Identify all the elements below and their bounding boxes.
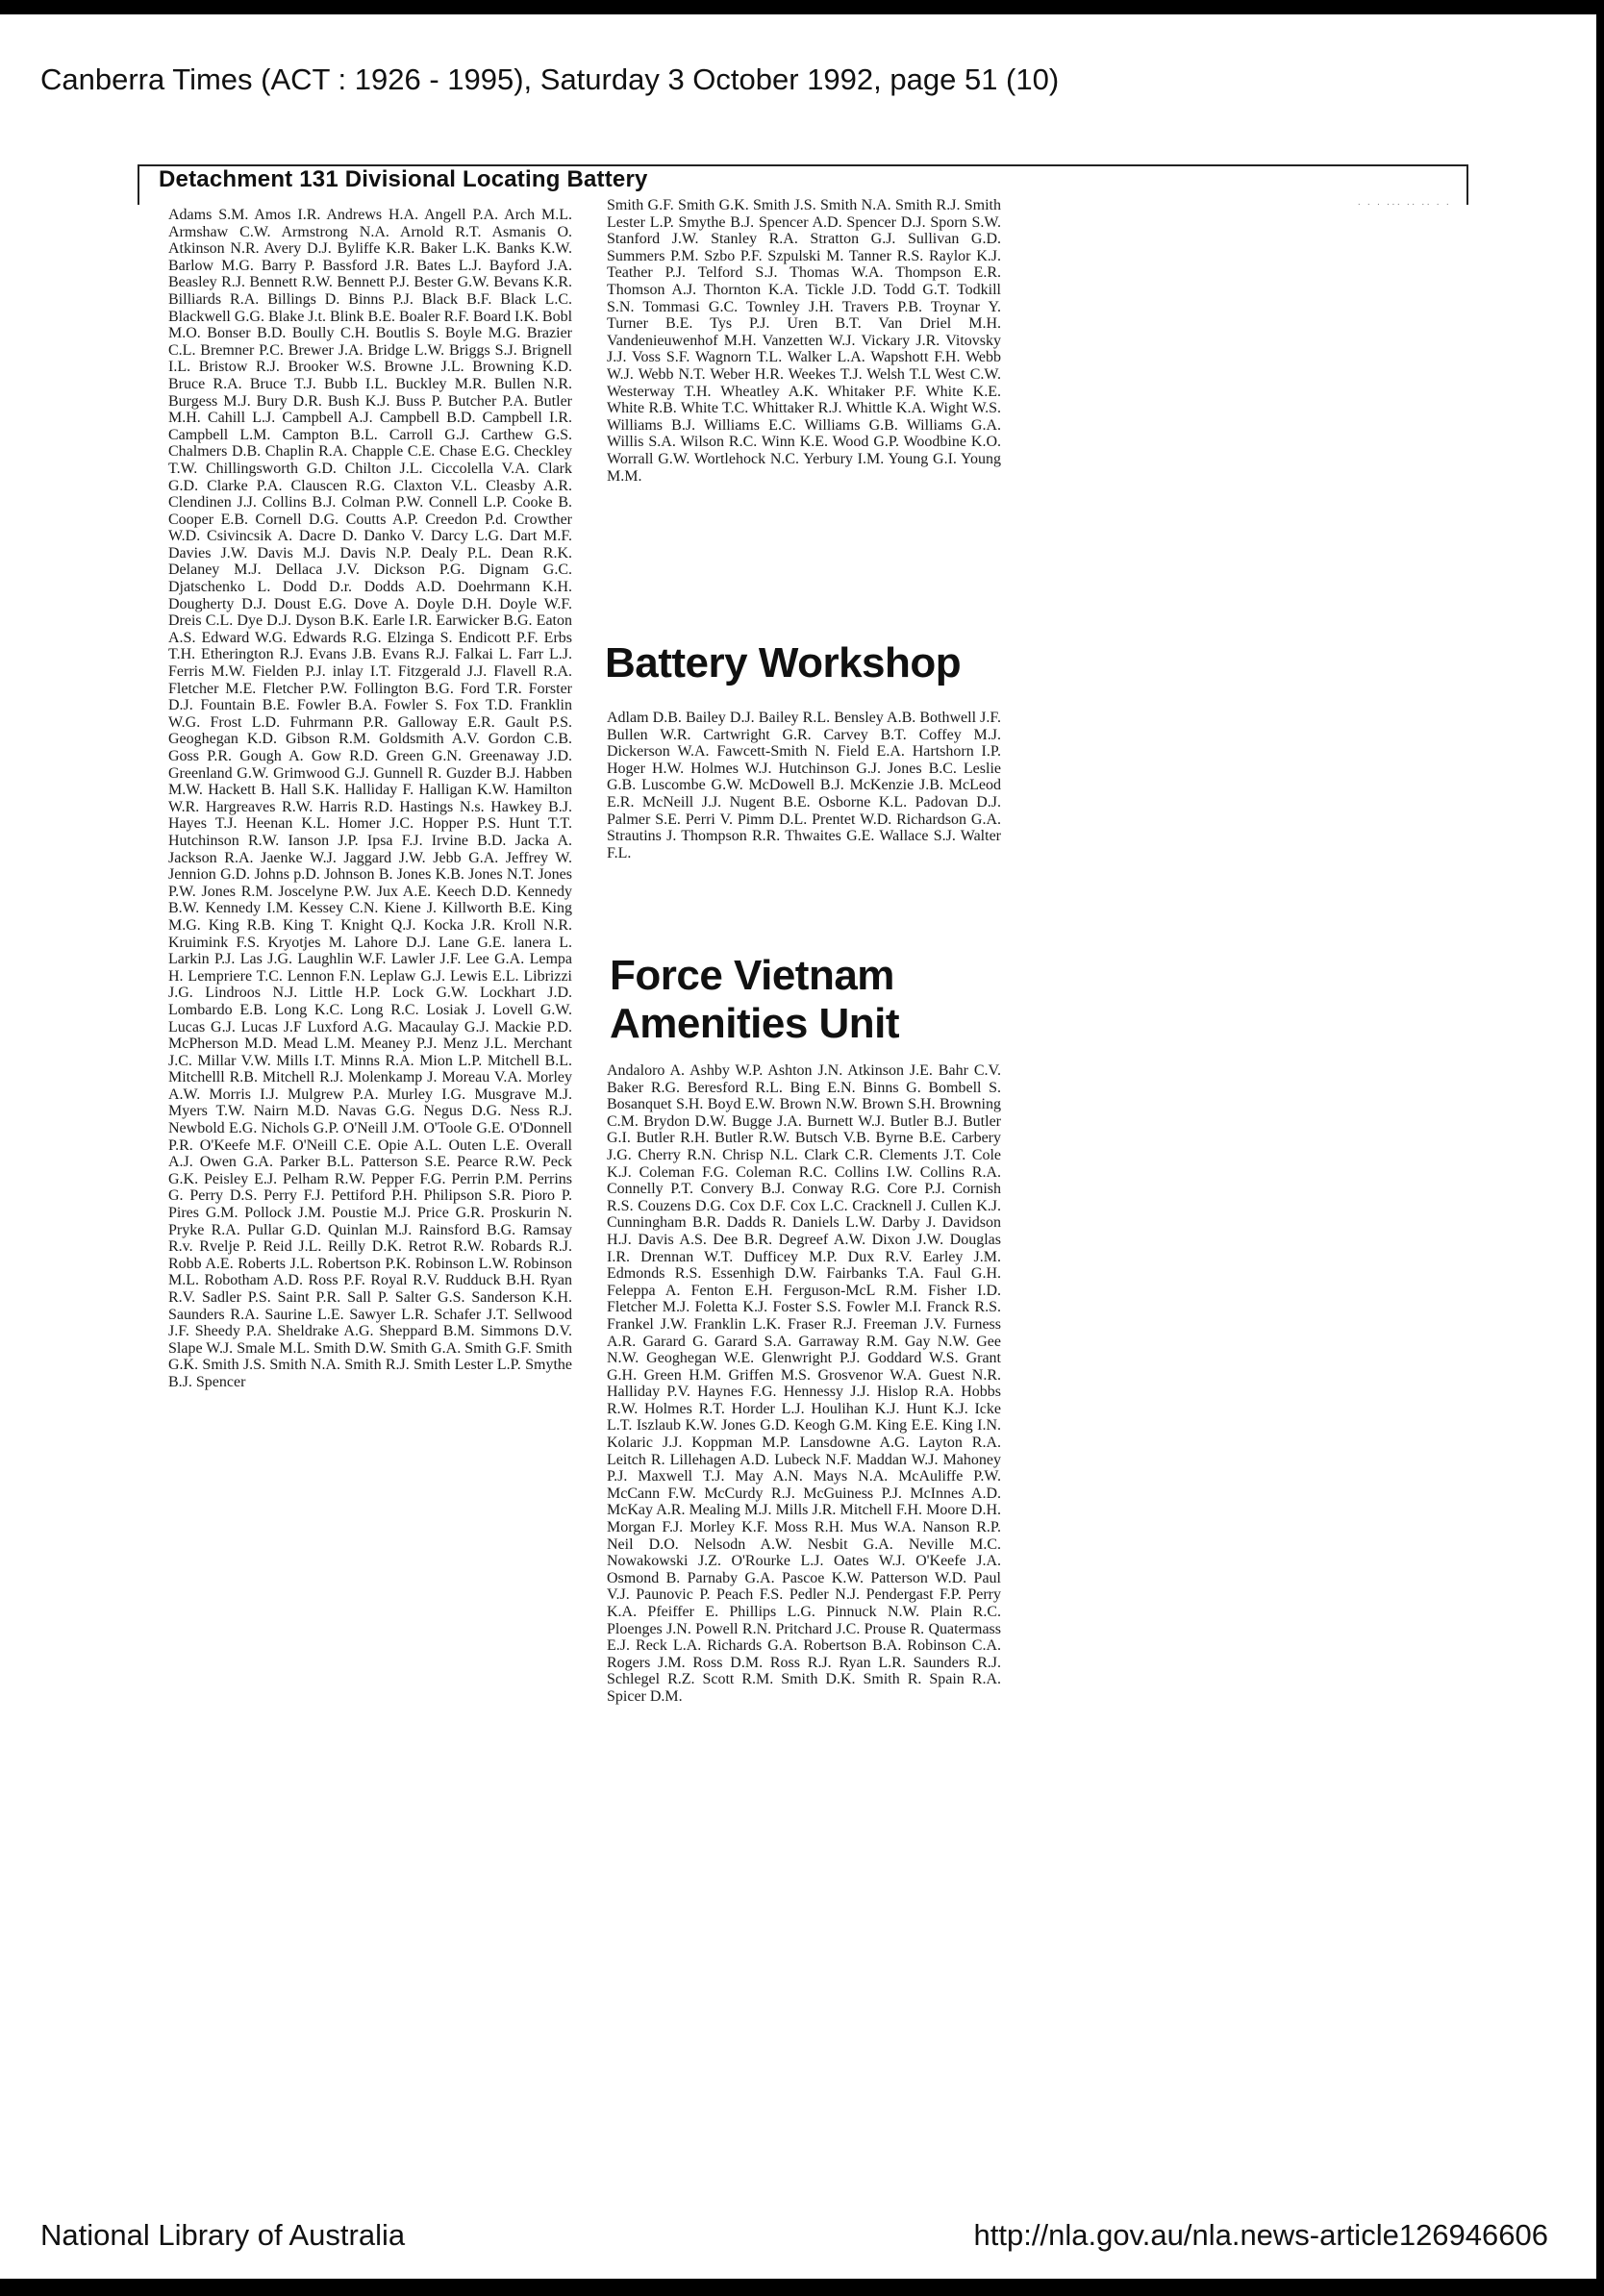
names-column-1: Adams S.M. Amos I.R. Andrews H.A. Angell P.A. Arch M.L. Armshaw C.W. Armstrong N.A. Arnold R.T. Asmanis O. Atkinson N.R. Avery D.J. Byliffe K.R. Baker L.K. Banks K.W. Barlow M.G. Barry P. Bassford J.R. Bates L.J. Bayford J.A. Beasley R.J. Bennett R.W. Bennett P.J. Bester G.W. Bevans K.R. Billiards R.A. Billings D. Binns P.J. Black B.F. Black L.C. Blackwell G.G. Blake J.t. Blink B.E. Boaler R.F. Board I.K. Bobl M.O. Bonser B.D. Boully C.H. Boutlis S. Boyle M.G. Brazier C.L. Bremner P.C. Brewer J.A. Bridge L.W. Briggs S.J. Brignell I.L. Bristow R.J. Brooker W.S. Browne J.L. Browning K.D. Bruce R.A. Bruce T.J. Bubb I.L. Buckley M.R. Bullen N.R. Burgess M.J. Bury D.R. Bush K.J. Buss P. Butcher P.A. Butler M.H. Cahill L.J. Campbell A.J. Campbell B.D. Campbell I.R. Campbell L.M. Campton B.L. Carroll G.J. Carthew G.S. Chalmers D.B. Chaplin R.A. Chapple C.E. Chase E.G. Checkley T.W. Chillingsworth G.D. Chilton J.L. Ciccolella V.A. Clark G.D. Clarke P.A. Clauscen R.G. Claxton V.L. Cleasby A.R. Clendinen J.J. Collins B.J. Colman P.W. Connell L.P. Cooke B. Cooper E.B. Cornell D.G. Coutts A.P. Creedon P.d. Crowther W.D. Csivincsik A. Dacre D. Danko V. Darcy L.G. Dart M.F. Davies J.W. Davis M.J. Davis N.P. Dealy P.L. Dean R.K. Delaney M.J. Dellaca J.V. Dickson P.G. Dignam G.C. Djatschenko L. Dodd D.r. Dodds A.D. Doehrmann K.H. Dougherty D.J. Doust E.G. Dove A. Doyle D.H. Doyle W.F. Dreis C.L. Dye D.J. Dyson B.K. Earle I.R. Earwicker B.G. Eaton A.S. Edward W.G. Edwards R.G. Elzinga S. Endicott P.F. Erbs T.H. Etherington R.J. Evans J.B. Evans R.J. Falkai L. Farr L.J. Ferris M.W. Fielden P.J. inlay I.T. Fitzgerald J.J. Flavell R.A. Fletcher M.E. Fletcher P.W. Follington B.G. Ford T.R. Forster D.J. Fountain B.E. Fowler B.A. Fowler S. Fox T.D. Franklin W.G. Frost L.D. Fuhrmann P.R. Galloway E.R. Gault P.S. Geoghegan K.D. Gibson R.M. Goldsmith A.V. Gordon C.B. Goss P.R. Gough A. Gow R.D. Green G.N. Greenaway J.D. Greenland G.W. Grimwood G.J. Gunnell R. Guzder B.J. Habben M.W. Hackett B. Hall S.K. Halliday F. Halligan K.W. Hamilton W.R. Hargreaves R.W. Harris R.D. Hastings N.s. Hawkey B.J. Hayes T.J. Heenan K.L. Homer J.C. Hopper P.S. Hunt T.T. Hutchinson R.W. Ianson J.P. Ipsa F.J. Irvine B.D. Jacka A. Jackson R.A. Jaenke W.J. Jaggard J.W. Jebb G.A. Jeffrey W. Jennion G.D. Johns p.D. Johnson B. Jones K.B. Jones N.T. Jones P.W. Jones R.M. Joscelyne P.W. Jux A.E. Keech D.D. Kennedy B.W. Kennedy I.M. Kessey C.N. Kiene J. Killworth B.E. King M.G. King R.B. King T. Knight Q.J. Kocka J.R. Kroll N.R. Kruimink F.S. Kryotjes M. Lahore D.J. Lane G.E. lanera L. Larkin P.J. Las J.G. Laughlin W.F. Lawler J.F. Lee G.A. Lempa H. Lempriere T.C. Lennon F.N. Leplaw G.J. Lewis E.L. Librizzi J.G. Lindroos N.J. Little H.P. Lock G.W. Lockhart J.D. Lombardo E.B. Long K.C. Long R.C. Losiak J. Lovell G.W. Lucas G.J. Lucas J.F Luxford A.G. Macaulay G.J. Mackie P.D. McPherson M.D. Mead L.M. Meaney P.J. Menz J.L. Merchant J.C. Millar V.W. Mills I.T. Minns R.A. Mion L.P. Mitchell B.L. Mitchelll R.B. Mitchell R.J. Molenkamp J. Moreau V.A. Morley A.W. Morris I.J. Mulgrew P.A. Murley I.G. Musgrave M.J. Myers T.W. Nairn M.D. Navas G.G. Negus D.G. Ness R.J. Newbold E.G. Nichols G.P. O'Neill J.M. O'Toole G.E. O'Donnell P.R. O'Keefe M.F. O'Neill C.E. Opie A.L. Outen L.E. Overall A.J. Owen G.A. Parker B.L. Patterson S.E. Pearce R.W. Peck G.K. Peisley E.J. Pelham R.W. Pepper F.G. Perrin P.M. Perrins G. Perry D.S. Perry F.J. Pettiford P.H. Philipson S.R. Pioro P. Pires G.M. Pollock J.M. Poustie M.J. Price G.R. Proskurin N. Pryke R.A. Pullar G.D. Quinlan M.J. Rainsford B.G. Ramsay R.v. Rvelje P. Reid J.L. Reilly D.K. Retrot R.W. Robards R.J. Robb A.E. Roberts J.L. Robertson P.K. Robinson L.W. Robinson M.L. Robotham A.D. Ross P.F. Royal R.V. Rudduck B.H. Ryan R.V. Sadler P.S. Saint P.R. Sall P. Salter G.S. Sanderson K.H. Saunders R.A. Saurine L.E. Sawyer L.R. Schafer J.T. Sellwood J.F. Sheedy P.A. Sheldrake A.G. Sheppard B.M. Simmons D.V. Slape W.J. Smale M.L. Smith D.W. Smith G.A. Smith G.F. Smith G.K. Smith J.S. Smith N.A. Smith R.J. Smith Lester L.P. Smythe B.J. Spencer (168, 207, 572, 1390)
force-vietnam-heading (610, 952, 899, 1048)
names-column-2: Smith G.F. Smith G.K. Smith J.S. Smith N.A. Smith R.J. Smith Lester L.P. Smythe B.J. Spencer A.D. Spencer D.J. Sporn S.W. Stanford J.W. Stanley R.A. Stratton G.J. Sullivan G.D. Summers P.M. Szbo P.F. Szpulski M. Tanner R.S. Raylor K.J. Teather P.J. Telford S.J. Thomas W.A. Thompson E.R. Thomson A.J. Thornton K.A. Tickle J.D. Todd G.T. Todkill S.N. Tommasi G.C. Townley J.H. Travers P.B. Troynar Y. Turner B.E. Tys P.J. Uren B.T. Van Driel M.H. Vandenieuwenhof M.H. Vanzetten W.J. Vickary J.R. Vitovsky J.J. Voss S.F. Wagnorn T.L. Walker L.A. Wapshott F.H. Webb W.J. Webb N.T. Weber H.R. Weekes T.J. Welsh T.L West C.W. Westerway T.H. Wheatley A.K. Whitaker P.F. White K.E. White R.B. White T.C. Whittaker R.J. Whittle K.A. Wight W.S. Williams B.J. Williams E.C. Williams G.B. Williams G.A. Willis S.A. Wilson R.C. Winn K.E. Wood G.P. Woodbine K.O. Worrall G.W. Wortlehock N.C. Yerbury I.M. Young G.I. Young M.M. (607, 197, 1001, 485)
page-header-title: Canberra Times (ACT : 1926 - 1995), Saturday 3 October 1992, page 51 (10) (40, 62, 1060, 96)
battery-workshop-names: Adlam D.B. Bailey D.J. Bailey R.L. Bensley A.B. Bothwell J.F. Bullen W.R. Cartwright G.R. Carvey B.T. Coffey M.J. Dickerson W.A. Fawcett-Smith N. Field E.A. Hartshorn I.P. Hoger H.W. Holmes W.J. Hutchinson G.J. Jones B.C. Leslie G.B. Luscombe G.W. McDowell B.J. McKenzie J.B. McLeod E.R. McNeill J.J. Nugent B.E. Osborne K.L. Padovan D.J. Palmer S.E. Perri V. Pimm D.L. Prentet W.D. Richardson G.A. Strautins J. Thompson R.R. Thwaites G.E. Wallace S.J. Walter F.L. (607, 710, 1001, 861)
battery-workshop-heading: Battery Workshop (605, 639, 962, 686)
detachment-heading: Detachment 131 Divisional Locating Battery (159, 166, 654, 193)
newspaper-clipping (138, 149, 1465, 1995)
footer-source: National Library of Australia (40, 2218, 406, 2252)
footer-url[interactable]: http://nla.gov.au/nla.news-article126946606 (973, 2218, 1548, 2252)
force-vietnam-names: Andaloro A. Ashby W.P. Ashton J.N. Atkinson J.E. Bahr C.V. Baker R.G. Beresford R.L. Bing E.N. Binns G. Bombell S. Bosanquet S.H. Boyd E.W. Brown N.W. Brown S.H. Browning C.M. Brydon D.W. Bugge J.A. Burnett W.J. Butler B.J. Butler G.I. Butler R.H. Butler R.W. Butsch V.B. Byrne B.E. Carbery J.G. Cherry R.N. Chrisp N.L. Clark C.R. Clements J.T. Cole K.J. Coleman F.G. Coleman R.C. Collins I.W. Collins R.A. Connelly P.T. Convery B.J. Conway R.G. Core P.J. Cornish R.S. Couzens D.G. Cox D.F. Cox L.C. Cracknell J. Cullen K.J. Cunningham B.R. Dadds R. Daniels L.W. Darby J. Davidson H.J. Davis A.S. Dee B.R. Degreef A.W. Dixon J.W. Douglas I.R. Drennan W.T. Dufficey M.P. Dux R.V. Earley J.M. Edmonds R.S. Essenhigh D.W. Fairbanks T.A. Faul G.H. Feleppa A. Fenton E.H. Ferguson-McL R.M. Fisher I.D. Fletcher M.J. Foletta K.J. Foster S.S. Fowler M.I. Franck R.S. Frankel J.W. Franklin L.K. Fraser R.J. Freeman J.V. Furness A.R. Garard G. Garard S.A. Garraway R.M. Gay N.W. Gee N.W. Geoghegan W.E. Glenwright P.J. Goddard W.S. Grant G.H. Green H.M. Griffen M.S. Grosvenor W.A. Guest N.R. Halliday P.V. Haynes F.G. Hennessy J.J. Hislop R.A. Hobbs R.W. Holmes R.T. Horder L.J. Houlihan K.J. Hunt K.J. Icke L.T. Iszlaub K.W. Jones G.D. Keogh G.M. King E.E. King I.N. Kolaric J.J. Koppman M.P. Lansdowne A.G. Layton R.A. Leitch R. Lillehagen A.D. Lubeck N.F. Maddan W.J. Mahoney P.J. Maxwell T.J. May A.N. Mays N.A. McAuliffe P.W. McCann F.W. McCurdy R.J. McGuiness P.J. McInnes A.D. McKay A.R. Mealing M.J. Mills J.R. Mitchell F.H. Moore D.H. Morgan F.J. Morley K.F. Moss R.H. Mus W.A. Nanson R.P. Neil D.O. Nelsodn A.W. Nesbit G.A. Neville M.C. Nowakowski J.Z. O'Rourke L.J. Oates W.J. O'Keefe J.A. Osmond B. Parnaby G.A. Pascoe K.W. Patterson W.D. Paul V.J. Paunovic P. Peach F.S. Pedler N.J. Pendergast F.P. Perry K.A. Pfeiffer E. Phillips L.G. Pinnuck N.W. Plain R.C. Ploenges J.N. Powell R.N. Pritchard J.C. Prouse R. Quatermass E.J. Reck L.A. Richards G.A. Robertson B.A. Robinson C.A. Rogers J.M. Ross D.M. Ross R.J. Ryan L.R. Saunders R.J. Schlegel R.Z. Scott R.M. Smith D.K. Smith R. Spain R.A. Spicer D.M. (607, 1062, 1001, 1705)
force-heading-line-2: Amenities Unit (610, 1000, 900, 1047)
page (0, 14, 1596, 2279)
clipping-edge-artifact: · · · ··· ·· ·· · · (1357, 199, 1451, 210)
force-heading-line-1: Force Vietnam (610, 952, 894, 999)
